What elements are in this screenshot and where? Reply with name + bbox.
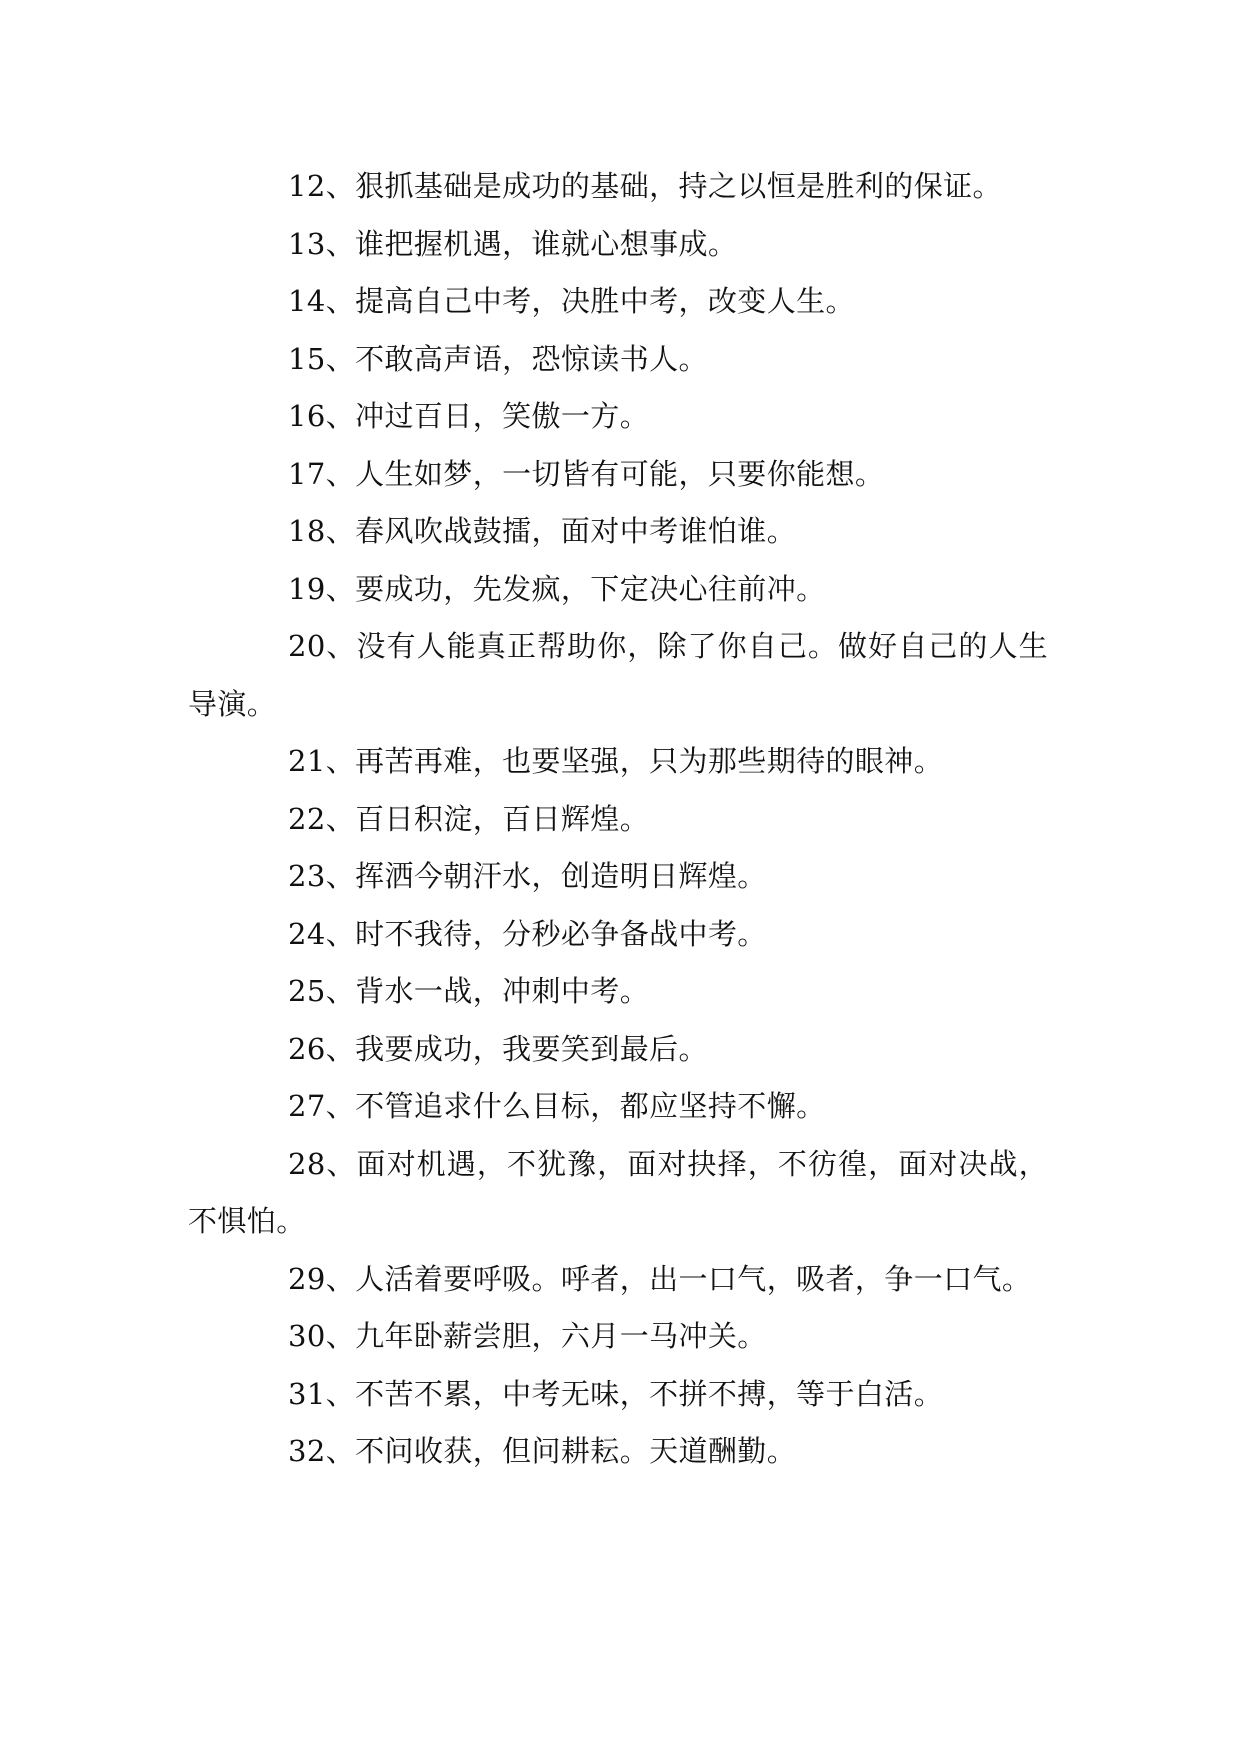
list-item: 23、挥洒今朝汗水，创造明日辉煌。 [288,859,767,893]
list-item: 27、不管追求什么目标，都应坚持不懈。 [288,1089,826,1123]
list-item: 30、九年卧薪尝胆，六月一马冲关。 [288,1319,767,1353]
list-item: 18、春风吹战鼓擂，面对中考谁怕谁。 [288,514,797,548]
list-item: 22、百日积淀，百日辉煌。 [288,801,650,836]
list-item: 17、人生如梦，一切皆有可能，只要你能想。 [288,456,885,491]
list-item: 31、不苦不累，中考无味，不拼不搏，等于白活。 [288,1376,944,1411]
list-item: 28、面对机遇，不犹豫，面对抉择，不彷徨，面对决战，不惧怕。 [188,1146,1048,1238]
list-item: 13、谁把握机遇，谁就心想事成。 [288,226,738,261]
list-item: 12、狠抓基础是成功的基础，持之以恒是胜利的保证。 [288,169,1002,203]
list-item: 32、不问收获，但问耕耘。天道酬勤。 [288,1434,797,1468]
list-item: 19、要成功，先发疯，下定决心往前冲。 [288,571,826,606]
list-item: 25、背水一战，冲刺中考。 [288,974,650,1008]
list-item: 20、没有人能真正帮助你，除了你自己。做好自己的人生导演。 [188,629,1048,721]
list-item: 14、提高自己中考，决胜中考，改变人生。 [288,284,855,318]
list-item: 16、冲过百日，笑傲一方。 [288,399,650,433]
list-item: 24、时不我待，分秒必争备战中考。 [288,916,767,951]
list-item: 15、不敢高声语，恐惊读书人。 [288,341,708,376]
list-item: 29、人活着要呼吸。呼者，出一口气，吸者，争一口气。 [288,1261,1032,1296]
document-body [188,158,1048,1481]
list-item: 21、再苦再难，也要坚强，只为那些期待的眼神。 [288,744,944,778]
list-item: 26、我要成功，我要笑到最后。 [288,1031,708,1066]
